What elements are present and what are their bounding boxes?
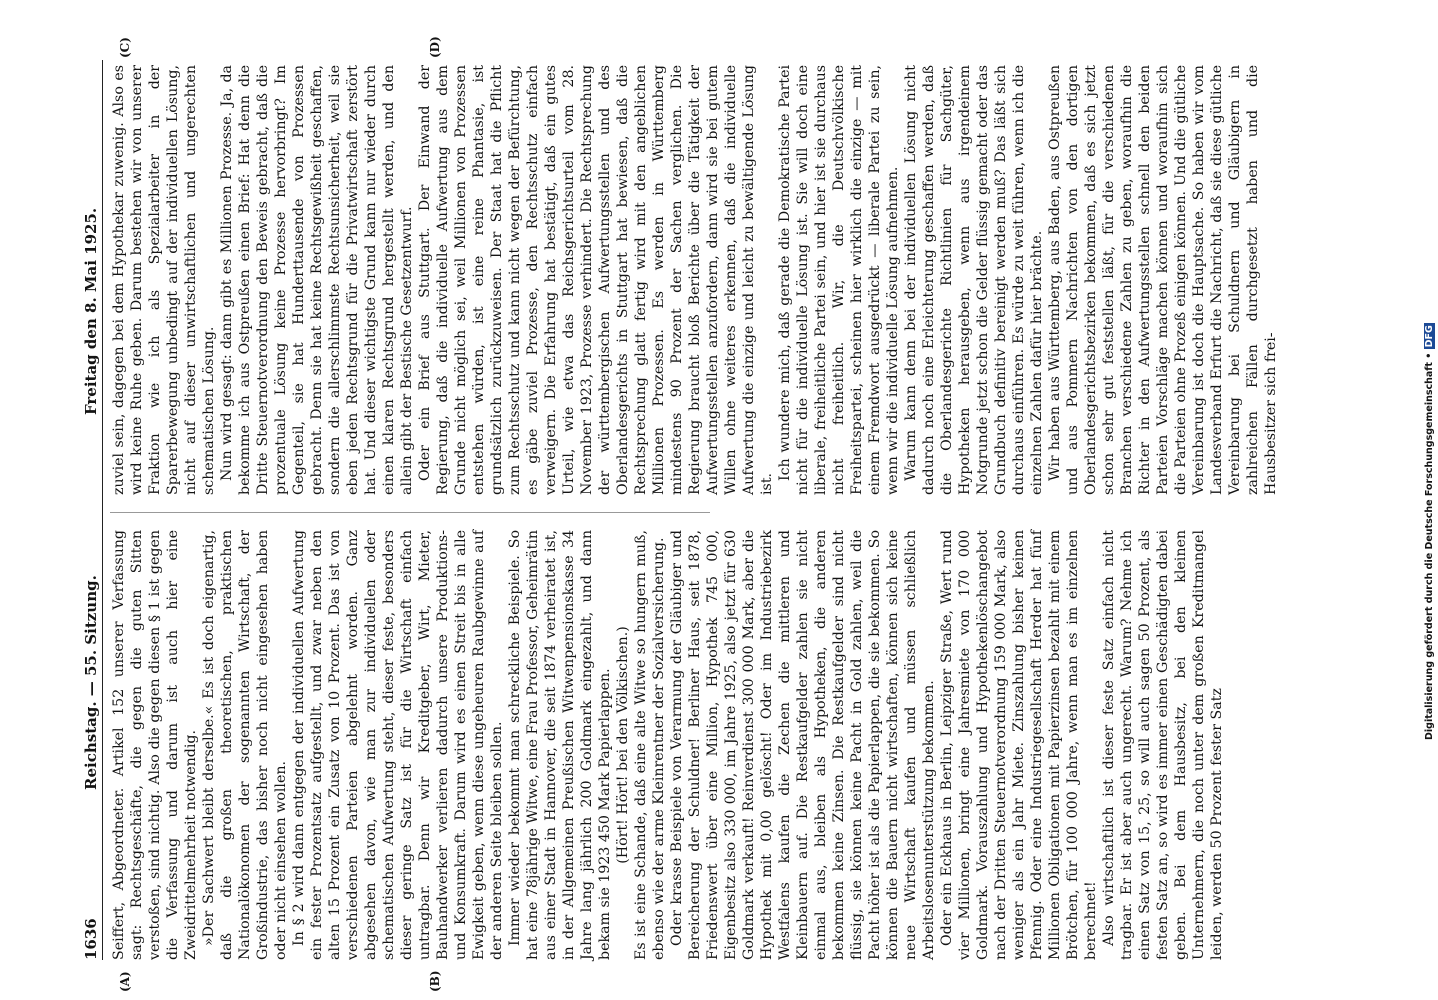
margin-marker-d: (D) <box>428 36 442 58</box>
paragraph: Oder ein Brief aus Stuttgart. Der Einwand der Regierung, daß die individuelle Aufwertung aus dem Grunde nicht möglich sei, weil Millionen von Prozessen entstehen würden, ist eine reine Phantasie, ist grundsätzlich zurückzuweisen. Der Staat hat die Pflicht zum Rechtsschutz und kann nicht wegen der Befürchtung, es gäbe zuviel Prozesse, den Rechtsschutz einfach verweigern. Die Erfahrung hat bestätigt, daß ein gutes Urteil, wie etwa das Reichsgerichtsurteil vom 28. November 1923, Prozesse verhindert. Die Rechtsprechung der württembergischen Aufwertungsstellen und des Oberlandesgerichts in Stuttgart hat bewiesen, daß die Rechtsprechung glatt fertig wird mit den angeblichen Millionen Prozessen. Es werden in Württemberg mindestens 90 Prozent der Sachen verglichen. Die Regierung braucht bloß Berichte über die Tätigkeit der Aufwertungsstellen anzufordern, dann wird sie bei gutem Willen ohne weiteres erkennen, daß die individuelle Aufwertung die einzige und leicht zu bewältigende Lösung ist. <box>417 65 775 495</box>
paragraph: Nun wird gesagt: dann gibt es Millionen Prozesse. Ja, da bekomme ich aus Ostpreußen einen Brief: Hat denn die Dritte Steuernotverordnung den Beweis gebracht, daß die prozentuale Lösung keine Prozesse hervorbringt? Im Gegenteil, sie hat Hunderttausende von Prozessen gebracht. Denn sie hat keine Rechtsgewißheit geschaffen, sondern die allerschlimmste Rechtsunsicherheit, weil sie eben jeden Rechtsgrund für die Privatwirtschaft zerstört hat. Und dieser wichtigste Grund kann nur wieder durch einen klaren Rechtsgrund hergestellt werden, und den allein gibt der Bestische Gesetzentwurf. <box>219 65 415 495</box>
column-right <box>110 65 1279 495</box>
paragraph: Seiffert, Abgeordneter. Artikel 152 unserer Verfassung sagt: Rechtsgeschäfte, die gegen die guten Sitten verstoßen, sind nichtig. Also die gegen diesen § 1 ist gegen die Verfassung und darum ist auch hier eine Zweidrittelmehrheit notwendig. <box>111 530 199 960</box>
header-left: Reichstag. — 55. Sitzung. <box>82 575 100 790</box>
dfg-logo: DFG <box>1424 325 1435 348</box>
paragraph: Ich wundere mich, daß gerade die Demokratische Partei nicht für die individuelle Lösung ist. Sie will doch eine liberale, freiheitliche Partei sein, und hier ist sie durchaus nicht freiheitlich. Wir, die Deutschvölkische Freiheitspartei, scheinen hier wirklich die einzige — mit einem Fremdwort ausgedrückt — liberale Partei zu sein, wenn wir die individuelle Lösung aufnehmen. <box>777 65 901 495</box>
footnote-text: Digitalisierung gefördert durch die Deutsche Forschungsgemeinschaft • <box>1424 352 1435 740</box>
page-header <box>80 60 103 960</box>
margin-marker-c: (C) <box>118 37 132 58</box>
paragraph: Also wirtschaftlich ist dieser feste Satz einfach nicht tragbar. Er ist aber auch ungerecht. Warum? Nehme ich einen Satz von 15, 25, so will auch sagen 50 Prozent, als festen Satz an, so wird es immer einen Geschädigten dabei geben. Bei dem Hausbesitz, bei den kleinen Unternehmern, die noch unter dem großen Kreditmangel leiden, werden 50 Prozent fester Satz <box>1101 530 1225 960</box>
paragraph: In § 2 wird dann entgegen der individuellen Aufwertung ein fester Prozentsatz aufgestellt, und zwar neben den alten 15 Prozent ein Zusatz von 10 Prozent. Das ist von verschiedenen Parteien abgelehnt worden. Ganz abgesehen davon, wie man zur individuellen oder schematischen Aufwertung steht, dieser feste, besonders dieser geringe Satz ist für die Wirtschaft einfach untragbar. Denn wir Kreditgeber, Wirt, Mieter, Bauhandwerker verlieren dadurch unsere Produktions- und Konsumkraft. Darum wird es einen Streit bis in alle Ewigkeit geben, wenn diese ungeheuren Raubgewinne auf der anderen Seite bleiben sollen. <box>291 530 505 960</box>
margin-marker-b: (B) <box>428 970 442 992</box>
paragraph: zuviel sein, dagegen bei dem Hypothekar zuwenig. Also es wird keine Ruhe geben. Darum bestehen wir von unserer Fraktion wie ich als Spezialarbeiter in der Sparerbewegung unbedingt auf der individuellen Lösung, nicht auf dieser unwirtschaftlichen und ungerechten schematischen Lösung. <box>111 65 217 495</box>
margin-marker-a: (A) <box>118 971 132 992</box>
text-columns <box>110 36 1279 992</box>
paragraph: Oder krasse Beispiele von Verarmung der Gläubiger und Bereicherung der Schuldner! Berliner Haus, seit 1878, Friedenswert über eine Million, Hypothek 745 000, Eigenbesitz also 330 000, im Jahre 1925, also jetzt für 630 Goldmark verkauft! Reinverdienst 300 000 Mark, aber die Hypothek mit 0,00 gelöscht! Oder im Industriebezirk Westfalens kaufen die Zechen die mittleren und Kleinbauern auf. Die Restkaufgelder zahlen sie nicht einmal aus, bleiben als Hypotheken, die anderen bekommen keine Zinsen. Die Restkaufgelder sind nicht flüssig, sie können keine Pacht in Gold zahlen, weil die Pacht höher ist als die Papierlappen, die sie bekommen. So können die Bauern nicht wirtschaften, können sich keine neue Wirtschaft kaufen und müssen schließlich Arbeitslosenunterstützung bekommen. <box>669 530 937 960</box>
paragraph: Es ist eine Schande, daß eine alte Witwe so hungern muß, ebenso wie der arme Kleinrentner der Sozialversicherung. <box>633 530 667 960</box>
document-page <box>80 36 1279 992</box>
digitization-footnote <box>1424 310 1438 740</box>
column-divider <box>110 512 710 513</box>
interjection: (Hört! Hört! bei den Völkischen.) <box>615 626 631 864</box>
header-right: Freitag den 8. Mai 1925. <box>82 207 100 415</box>
paragraph: Oder ein Eckhaus in Berlin, Leipziger Straße, Wert rund vier Millionen, bringt eine Jahresmiete von 170 000 Goldmark. Vorauszahlung und Hypothekenlöschangebot nach der Dritten Steuernotverordnung 159 000 Mark, also weniger als ein Jahr Miete. Zinszahlung bisher keinen Pfennig. Oder eine Industriegesellschaft Herder hat fünf Millionen Obligationen mit Papierzinsen bezahlt mit einem Brötchen, für 100 000 Jahre, wenn man es im einzelnen berechnet! <box>939 530 1099 960</box>
paragraph: Immer wieder bekommt man schreckliche Beispiele. So hat eine 78jährige Witwe, eine Frau Professor, Geheimrätin aus einer Stadt in Hannover, die seit 1874 verheiratet ist, in der Allgemeinen Preußischen Witwenpensionskasse 34 Jahre lang jährlich 200 Goldmark eingezahlt, und dann bekam sie 1923 450 Mark Papierlappen. <box>507 530 613 960</box>
column-left <box>110 530 1225 960</box>
paragraph: »Der Sachwert bleibt derselbe.« Es ist doch eigenartig, daß die großen theoretischen, praktischen Nationalökonomen der sogenannten Wirtschaft, der Großindustrie, das bisher noch nicht eingesehen haben oder nicht einsehen wollen. <box>201 530 289 960</box>
paragraph: Warum kann denn bei der individuellen Lösung nicht dadurch noch eine Erleichterung geschaffen werden, daß die Oberlandesgerichte Richtlinien für Sachgüter, Hypotheken herausgeben, wenn aus irgendeinem Notgrunde jetzt schon die Gelder flüssig gemacht oder das Grundbuch definitiv bereinigt werden muß? Das läßt sich durchaus einführen. Es würde zu weit führen, wenn ich die einzelnen Zahlen dafür hier brächte. <box>903 65 1045 495</box>
page-number: 1636 <box>82 918 100 960</box>
paragraph: Wir haben aus Württemberg, aus Baden, aus Ostpreußen und aus Pommern Nachrichten von den dortigen Oberlandesgerichtsbezirken bekommen, daß es sich jetzt schon sehr gut feststellen läßt, für die verschiedenen Branchen verschiedene Zahlen zu geben, woraufhin die Richter in den Aufwertungsstellen schnell den beiden Parteien Vorschläge machen können und woraufhin sich die Parteien ohne Prozeß einigen können. Und die gütliche Vereinbarung ist doch die Hauptsache. So haben wir vom Landesverband Erfurt die Nachricht, daß sie diese gütliche Vereinbarung bei Schuldnern und Gläubigern in zahlreichen Fällen durchgesetzt haben und die Hausbesitzer sich frei- <box>1047 65 1279 495</box>
